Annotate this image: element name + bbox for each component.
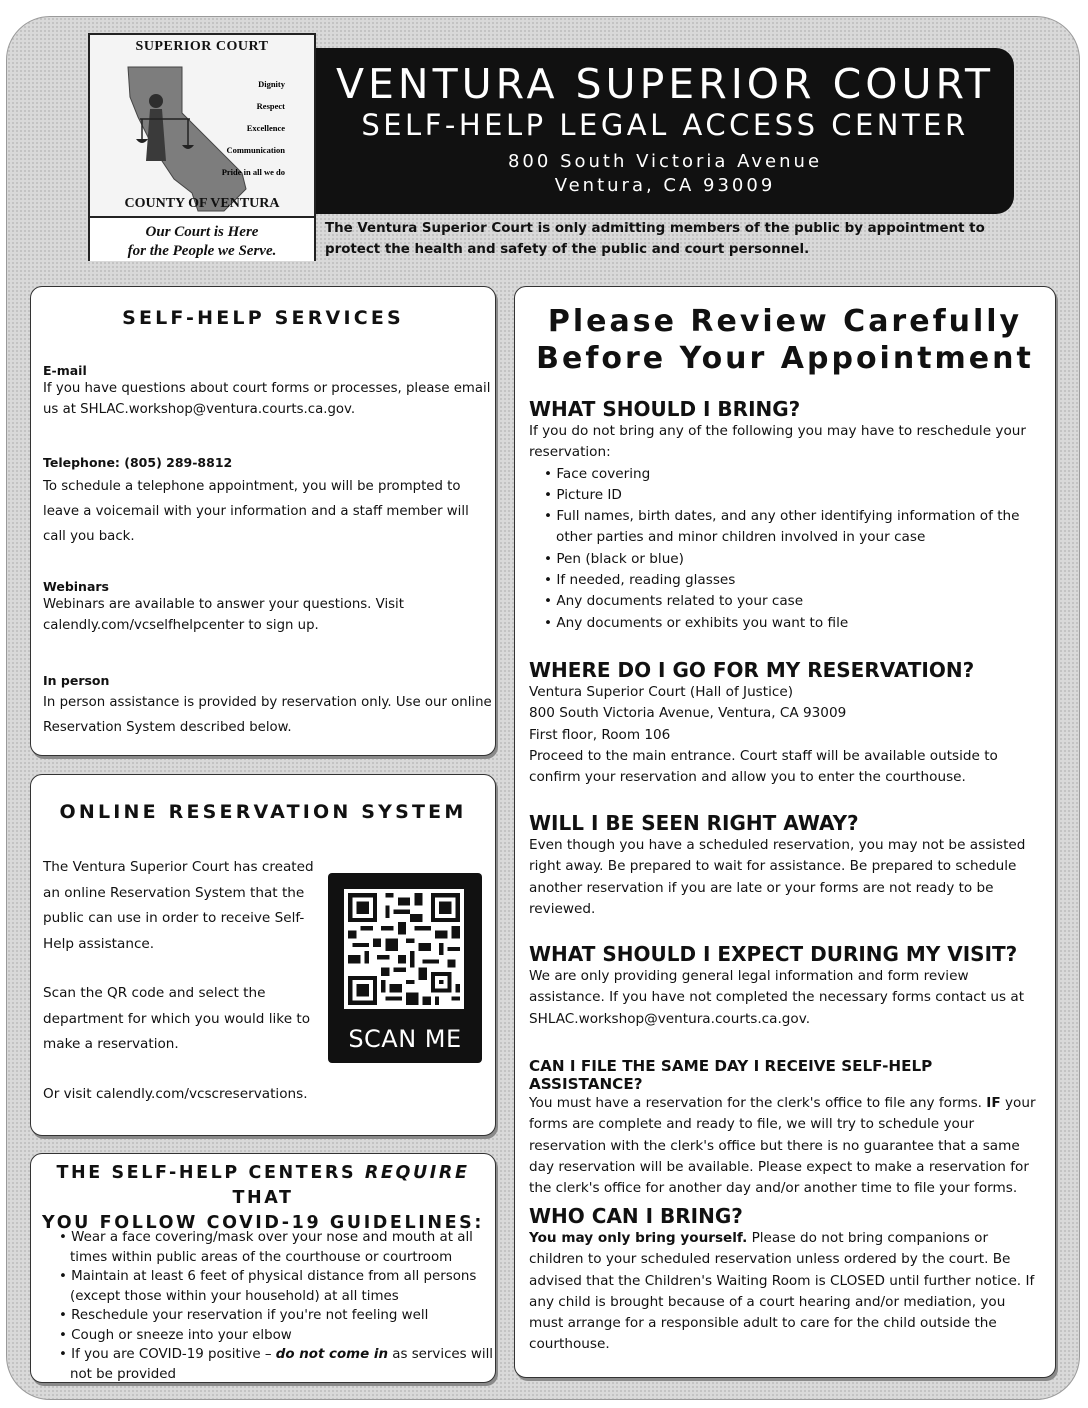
where-section [529, 658, 1041, 788]
seal-tagline [90, 216, 314, 261]
online-reservation-title: ONLINE RESERVATION SYSTEM [59, 801, 467, 823]
where-address: 800 South Victoria Avenue, Ventura, CA 93009 [529, 705, 847, 722]
covid-guidelines-box [30, 1153, 496, 1383]
where-title: WHERE DO I GO FOR MY RESERVATION? [529, 658, 975, 682]
review-heading [515, 303, 1055, 377]
telephone-label: Telephone: (805) 289-8812 [43, 455, 233, 470]
seal-value-communication: Communication [226, 145, 285, 155]
file-text: You must have a reservation for the clerk's office to file any forms. IF your forms are complete and ready to file, we will try to schedule your reservation with the clerk's office but there is no guarantee that a same day reservation will be available. Please expect to make a reservation for the clerk's office for another day and/or another time to file your forms. [529, 1095, 1036, 1197]
list-item: • If you are COVID-19 positive – do not come in as services will not be provided [59, 1347, 494, 1382]
telephone-text: To schedule a telephone appointment, you will be prompted to leave a voicemail with your information and a staff member will call you back. [43, 479, 469, 544]
banner-address-line1: 800 South Victoria Avenue [507, 151, 823, 172]
bring-section [529, 397, 1041, 634]
seen-section [529, 811, 1041, 920]
file-section [529, 1057, 1041, 1199]
webinars-label: Webinars [43, 579, 109, 594]
who-section [529, 1204, 1041, 1356]
expect-title: WHAT SHOULD I EXPECT DURING MY VISIT? [529, 942, 1018, 966]
list-item: • Any documents or exhibits you want to file [544, 614, 849, 631]
review-heading-line1: Please Review Carefully [547, 304, 1023, 339]
list-item: • Cough or sneeze into your elbow [59, 1327, 292, 1343]
expect-text: We are only providing general legal information and form review assistance. If you have not completed the necessary forms contact us at SHLAC.workshop@ventura.courts.ca.gov. [529, 968, 1025, 1027]
online-reservation-box [30, 774, 496, 1136]
admittance-notice: The Ventura Superior Court is only admitting members of the public by appointment to protect the health and safety of the public and court personnel. [325, 221, 985, 257]
seen-text: Even though you have a scheduled reservation, you may not be assisted right away. Be prepared to wait for assistance. Be prepared to schedule another reservation if you are late or your forms are not ready to be reviewed. [529, 837, 1026, 917]
seal-value-pride: Pride in all we do [221, 167, 285, 177]
banner-title: VENTURA SUPERIOR COURT [335, 60, 995, 108]
reservation-intro: The Ventura Superior Court has created an online Reservation System that the public can use in order to receive Self-Help assistance. [43, 859, 314, 952]
seal-tagline-line1: Our Court is Here [145, 224, 259, 240]
seal-bottom-text: COUNTY OF VENTURA [124, 196, 280, 211]
where-location: Ventura Superior Court (Hall of Justice) [529, 684, 794, 700]
list-item: • If needed, reading glasses [544, 572, 736, 589]
self-help-services-box [30, 286, 496, 756]
covid-title-part2: THAT [232, 1188, 294, 1208]
court-seal-logo [88, 33, 316, 261]
list-item: • Full names, birth dates, and any other identifying information of the other parties and minor children involved in your case [544, 508, 1020, 546]
list-item: • Maintain at least 6 feet of physical distance from all persons (except those within your household) at all times [59, 1269, 477, 1304]
list-item: • Wear a face covering/mask over your nose and mouth at all times within public areas of the courthouse or courtroom [59, 1230, 473, 1265]
list-item: • Reschedule your reservation if you're not feeling well [59, 1308, 429, 1323]
review-heading-line2: Before Your Appointment [536, 341, 1034, 376]
covid-guidelines-title [31, 1161, 495, 1236]
email-section [43, 363, 493, 420]
seal-top-text: SUPERIOR COURT [135, 39, 269, 54]
who-title: WHO CAN I BRING? [529, 1204, 743, 1228]
banner-subtitle: SELF-HELP LEGAL ACCESS CENTER [361, 108, 969, 142]
list-item: • Any documents related to your case [544, 593, 804, 610]
list-item: • Pen (black or blue) [544, 550, 684, 567]
telephone-section [43, 455, 493, 549]
seal-value-dignity: Dignity [258, 79, 285, 89]
covid-guidelines-list [59, 1228, 499, 1384]
bring-list [529, 464, 1041, 634]
reservation-scan-text: Scan the QR code and select the department for which you would like to make a reservation. [43, 985, 311, 1052]
where-instructions: Proceed to the main entrance. Court staff will be available outside to confirm your reservation and allow you to enter the courthouse. [529, 747, 998, 786]
expect-section [529, 942, 1041, 1030]
bring-title: WHAT SHOULD I BRING? [529, 397, 801, 421]
file-title: CAN I FILE THE SAME DAY I RECEIVE SELF-HELP ASSISTANCE? [529, 1057, 933, 1093]
who-text: You may only bring yourself. Please do not bring companions or children to your scheduled reservation unless ordered by the court. Be advised that the Children's Waiting Room is CLOSED until further notice. If any child is brought because of a court hearing and/or mediation, you must arrange for a responsible adult to care for the child outside the courthouse. [529, 1230, 1035, 1353]
where-room: First floor, Room 106 [529, 726, 671, 743]
in-person-label: In person [43, 673, 110, 688]
self-help-services-title: SELF-HELP SERVICES [122, 307, 404, 329]
banner-address-line2: Ventura, CA 93009 [554, 175, 776, 196]
in-person-section [43, 673, 493, 740]
list-item: • Picture ID [544, 486, 622, 503]
seen-title: WILL I BE SEEN RIGHT AWAY? [529, 811, 859, 835]
webinars-text: Webinars are available to answer your questions. Visit calendly.com/vcselfhelpcenter to sign up. [43, 597, 404, 633]
covid-title-line2: YOU FOLLOW COVID-19 GUIDELINES: [42, 1213, 484, 1233]
seal-value-excellence: Excellence [246, 123, 285, 133]
scan-me-label: SCAN ME [348, 1025, 462, 1053]
review-box [514, 286, 1056, 1378]
seal-tagline-line2: for the People we Serve. [127, 243, 277, 259]
qr-code-panel[interactable] [328, 873, 482, 1063]
covid-title-emphasis: REQUIRE [364, 1163, 470, 1183]
seal-value-respect: Respect [256, 101, 285, 111]
webinars-section [43, 579, 493, 636]
reservation-visit-text[interactable]: Or visit calendly.com/vcscreservations. [43, 1086, 308, 1102]
bring-intro: If you do not bring any of the following you may have to reschedule your reservation: [529, 423, 1026, 461]
email-text: If you have questions about court forms or processes, please email us at SHLAC.workshop@ventura.courts.ca.gov. [43, 381, 491, 417]
header-banner [316, 48, 1014, 214]
email-label: E-mail [43, 363, 87, 378]
covid-title-part1: THE SELF-HELP CENTERS [56, 1163, 357, 1183]
qr-code-icon[interactable] [344, 889, 464, 1009]
in-person-text: In person assistance is provided by reservation only. Use our online Reservation System described below. [43, 695, 492, 735]
list-item: • Face covering [544, 465, 651, 482]
